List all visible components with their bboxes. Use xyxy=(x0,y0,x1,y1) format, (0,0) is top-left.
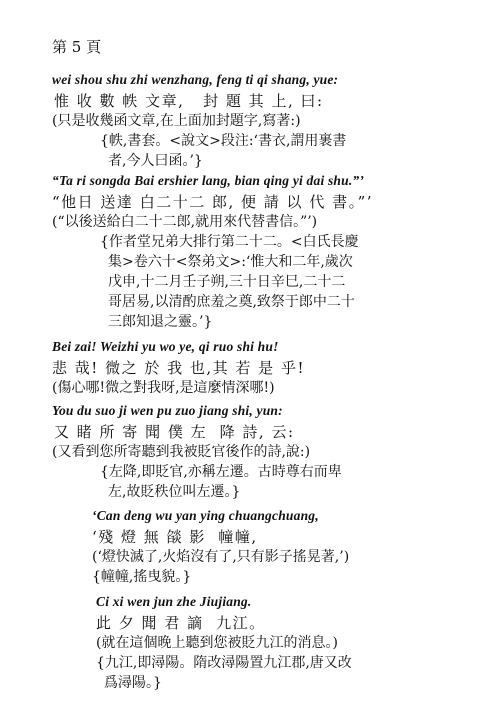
pinyin-line: ‘Can deng wu yan ying chuangchuang, xyxy=(92,508,319,523)
pinyin-line: Ci xi wen jun zhe Jiujiang. xyxy=(96,594,252,609)
translation-line: (傷心哪!微之對我呀,是這麼情深哪!) xyxy=(52,380,275,396)
note-line: 左,故貶秩位叫左遷。} xyxy=(108,484,241,500)
chinese-line: 此 夕 聞 君 謫 九江。 xyxy=(96,614,266,632)
pinyin-line: You du suo ji wen pu zuo jiang shi, yun: xyxy=(52,403,283,418)
pinyin-line: Bei zai! Weizhi yu wo ye, qi ruo shi hu! xyxy=(52,339,279,354)
chinese-line: 悲 哉! 微之 於 我 也,其 若 是 乎! xyxy=(52,359,305,377)
translation-line: (又看到您所寄聽到我被貶官後作的詩,說:) xyxy=(52,444,311,460)
note-line: 集>卷六十<祭弟文>:‘惟大和二年,歲次 xyxy=(108,254,353,270)
note-line: {作者堂兄弟大排行第二十二。<白氏長慶 xyxy=(100,234,359,250)
translation-line: (只是收幾函文章,在上面加封題字,寫著:) xyxy=(52,113,301,129)
chinese-line: “他日 送達 白二十二 郎, 便 請 以 代 書。”’ xyxy=(52,193,374,211)
note-line: {九江,即潯陽。隋改潯陽置九江郡,唐又改 xyxy=(96,655,352,671)
chinese-line: 又 睹 所 寄 聞 僕 左 降 詩, 云: xyxy=(54,423,295,441)
note-line: 戊申,十二月壬子朔,三十日辛巳,二十二 xyxy=(108,274,346,290)
note-line: 者,今人曰函。’} xyxy=(108,153,203,169)
note-line: 三郎知退之靈。’} xyxy=(108,314,213,330)
note-line: 爲潯陽。} xyxy=(104,675,162,691)
page-header: 第 5 頁 xyxy=(52,38,102,56)
translation-line: (就在這個晚上聽到您被貶九江的消息。) xyxy=(96,635,338,651)
note-line: 哥居易,以清酌庶羞之奠,致祭于郎中二十 xyxy=(108,294,355,310)
translation-line: (‘燈快滅了,火焰沒有了,只有影子搖晃著,’) xyxy=(92,549,350,565)
note-line: {帙,書套。<說文>段注:‘書衣,謂用裹書 xyxy=(100,133,347,149)
note-line: {幢幢,搖曳貌。} xyxy=(92,569,192,585)
pinyin-line: wei shou shu zhi wenzhang, feng ti qi shang, yue: xyxy=(52,72,339,87)
chinese-line: ‘殘 燈 無 燄 影 幢幢, xyxy=(92,528,258,546)
note-line: {左降,即貶官,亦稱左遷。古時尊右而卑 xyxy=(100,464,342,480)
chinese-line: 惟 收 數 帙 文章, 封 題 其 上, 曰: xyxy=(54,92,324,110)
translation-line: (“以後送給白二十二郎,就用來代替書信。”’) xyxy=(52,214,318,230)
pinyin-line: “Ta ri songda Bai ershier lang, bian qing yi dai shu.”’ xyxy=(52,173,365,188)
